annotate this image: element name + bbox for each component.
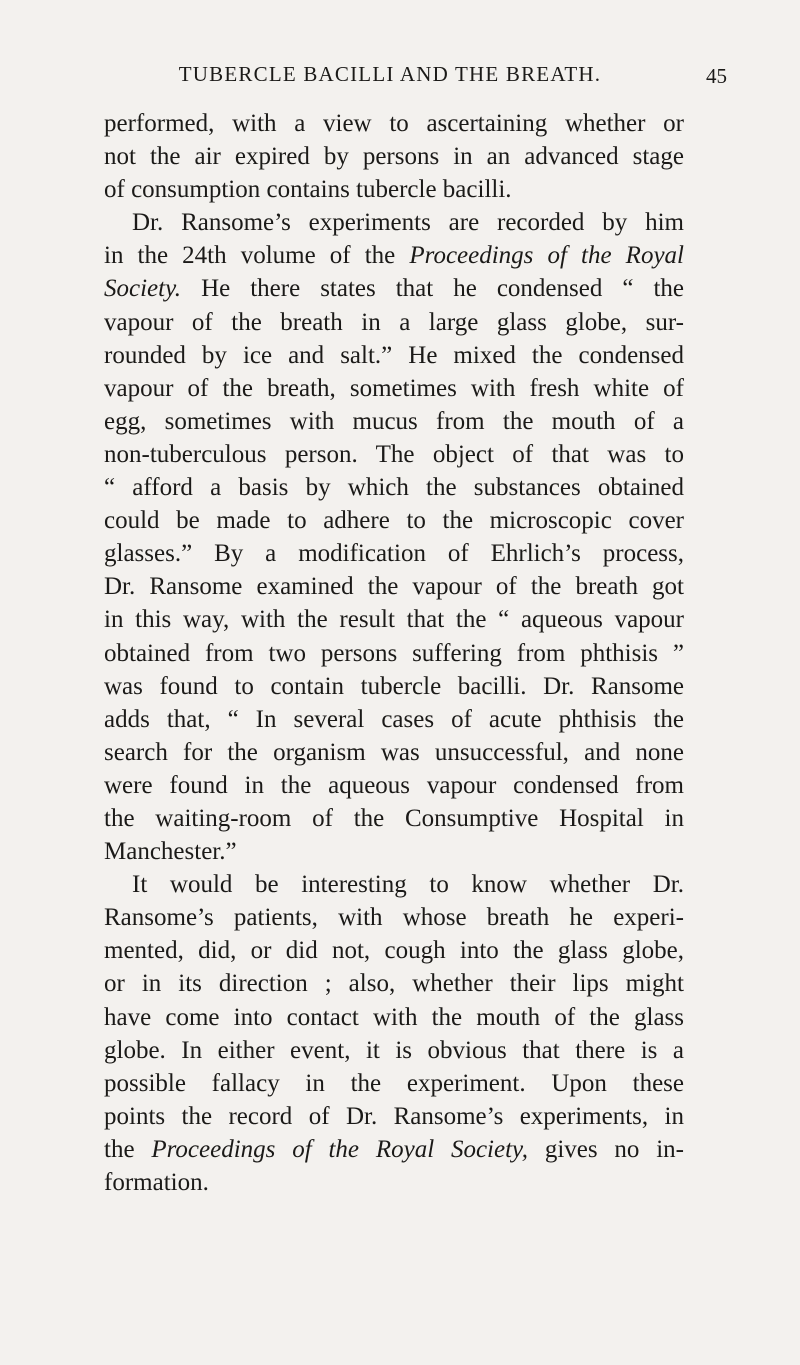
text-line	[104, 405, 684, 438]
text-segment: formation.	[104, 1169, 209, 1196]
text-line	[104, 1100, 684, 1133]
page-number: 45	[706, 64, 727, 88]
text-line	[104, 438, 684, 471]
text-segment: globe. In either event, it is obvious that there is a	[104, 1036, 684, 1064]
text-segment: egg, sometimes with mucus from the mouth of a	[104, 407, 684, 435]
text-segment: have come into contact with the mouth of the glass	[104, 1003, 684, 1031]
text-segment: Dr. Ransome’s experiments are recorded by him	[132, 209, 684, 237]
text-segment: vapour of the breath in a large glass globe, sur-	[104, 308, 684, 336]
text-line	[104, 1166, 684, 1199]
text-segment: vapour of the breath, sometimes with fresh white of	[104, 374, 684, 402]
text-line	[104, 1034, 684, 1067]
text-segment: non-tuberculous person. The object of that was to	[104, 440, 684, 468]
text-segment: “ afford a basis by which the substances obtained	[104, 474, 684, 502]
italic-title: Proceedings of the Royal	[409, 242, 684, 270]
running-title: TUBERCLE BACILLI AND THE BREATH.	[178, 62, 602, 86]
text-line	[104, 272, 684, 305]
text-segment: points the record of Dr. Ransome’s experiments, in	[104, 1102, 684, 1130]
body-text	[104, 107, 684, 1199]
text-line	[104, 107, 684, 140]
text-line	[104, 206, 684, 239]
text-segment: of consumption contains tubercle bacilli.	[104, 176, 512, 204]
text-segment: the waiting-room of the Consumptive Hospital in	[104, 804, 684, 832]
text-segment: gives no in-	[528, 1135, 685, 1163]
italic-title: Society.	[104, 275, 182, 303]
text-segment: or in its direction ; also, whether their lips might	[104, 970, 684, 998]
text-segment: performed, with a view to ascertaining whether or	[104, 110, 684, 137]
text-line	[104, 140, 684, 173]
text-line	[104, 934, 684, 967]
text-line	[104, 670, 684, 703]
text-segment: could be made to adhere to the microscopic cover	[104, 507, 684, 535]
text-line	[104, 504, 684, 537]
text-line	[104, 835, 684, 868]
text-segment: not the air expired by persons in an advanced stage	[104, 143, 684, 171]
text-line	[104, 1067, 684, 1100]
text-line	[104, 339, 684, 372]
text-segment: obtained from two persons suffering from phthisis ”	[104, 639, 684, 667]
text-segment: Ransome’s patients, with whose breath he experi-	[104, 904, 684, 932]
text-segment: glasses.” By a modification of Ehrlich’s process,	[104, 540, 684, 568]
text-segment: mented, did, or did not, cough into the glass globe,	[104, 937, 684, 965]
text-segment: It would be interesting to know whether Dr.	[132, 871, 684, 899]
text-line	[104, 306, 684, 339]
text-segment: the	[104, 1135, 152, 1163]
text-segment: He there states that he condensed “ the	[181, 275, 684, 303]
text-line	[104, 736, 684, 769]
text-segment: were found in the aqueous vapour condensed from	[104, 771, 684, 799]
text-line	[104, 1001, 684, 1034]
text-line	[104, 637, 684, 670]
text-segment: in the 24th volume of the	[104, 242, 410, 270]
text-segment: Dr. Ransome examined the vapour of the breath got	[104, 573, 684, 601]
text-line	[104, 802, 684, 835]
text-line	[104, 471, 684, 504]
text-segment: rounded by ice and salt.” He mixed the condensed	[104, 341, 684, 369]
text-segment: in this way, with the result that the “ aqueous vapour	[104, 606, 684, 634]
text-line	[104, 570, 684, 603]
text-segment: adds that, “ In several cases of acute phthisis the	[104, 705, 684, 733]
text-line	[104, 173, 684, 206]
text-line	[104, 239, 684, 272]
text-segment: Manchester.”	[104, 838, 237, 866]
text-line	[104, 372, 684, 405]
text-line	[104, 967, 684, 1000]
text-segment: search for the organism was unsuccessful, and none	[104, 738, 684, 766]
text-segment: possible fallacy in the experiment. Upon these	[104, 1069, 684, 1097]
text-line	[104, 703, 684, 736]
text-line	[104, 901, 684, 934]
text-line	[104, 1133, 684, 1166]
italic-title: Proceedings of the Royal Society,	[151, 1135, 529, 1163]
text-line	[104, 603, 684, 636]
text-line	[104, 868, 684, 901]
text-line	[104, 769, 684, 802]
text-segment: was found to contain tubercle bacilli. Dr. Ransome	[104, 672, 684, 700]
text-line	[104, 537, 684, 570]
